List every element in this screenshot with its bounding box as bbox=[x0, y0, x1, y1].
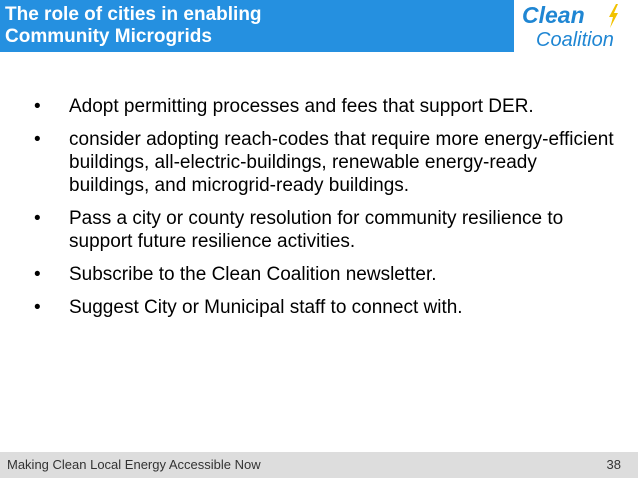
slide-title-line-2: Community Microgrids bbox=[5, 26, 212, 47]
slide-title bbox=[5, 4, 505, 48]
bullet-item bbox=[34, 128, 614, 197]
bullet-marker: • bbox=[34, 208, 41, 229]
bullet-marker: • bbox=[34, 297, 41, 318]
bullet-text: Pass a city or county resolution for community resilience to support future resilience activities. bbox=[69, 208, 564, 252]
logo-word-coalition: Coalition bbox=[536, 29, 614, 51]
clean-coalition-logo bbox=[514, 0, 638, 52]
footer-tagline: Making Clean Local Energy Accessible Now bbox=[7, 457, 261, 472]
bullet-text: Subscribe to the Clean Coalition newsletter. bbox=[69, 264, 437, 285]
bullet-text: Adopt permitting processes and fees that support DER. bbox=[69, 96, 534, 117]
slide-title-line-1: The role of cities in enabling bbox=[5, 4, 262, 25]
bullet-marker: • bbox=[34, 129, 41, 150]
logo-word-clean: Clean bbox=[522, 2, 585, 28]
bullet-item bbox=[34, 95, 614, 118]
bullet-marker: • bbox=[34, 264, 41, 285]
bullet-item bbox=[34, 263, 614, 286]
bullet-item bbox=[34, 296, 614, 319]
lightning-bolt-icon bbox=[606, 4, 620, 28]
title-banner bbox=[0, 0, 514, 52]
bullet-text: consider adopting reach-codes that require more energy-efficient buildings, all-electric-buildings, renewable energy-ready buildings, and microgrid-ready buildings. bbox=[69, 129, 614, 196]
footer-bar bbox=[0, 452, 638, 478]
bullet-text: Suggest City or Municipal staff to connect with. bbox=[69, 297, 463, 318]
bullet-marker: • bbox=[34, 96, 41, 117]
bullet-list bbox=[34, 95, 614, 329]
page-number: 38 bbox=[606, 457, 621, 472]
bullet-item bbox=[34, 207, 614, 253]
